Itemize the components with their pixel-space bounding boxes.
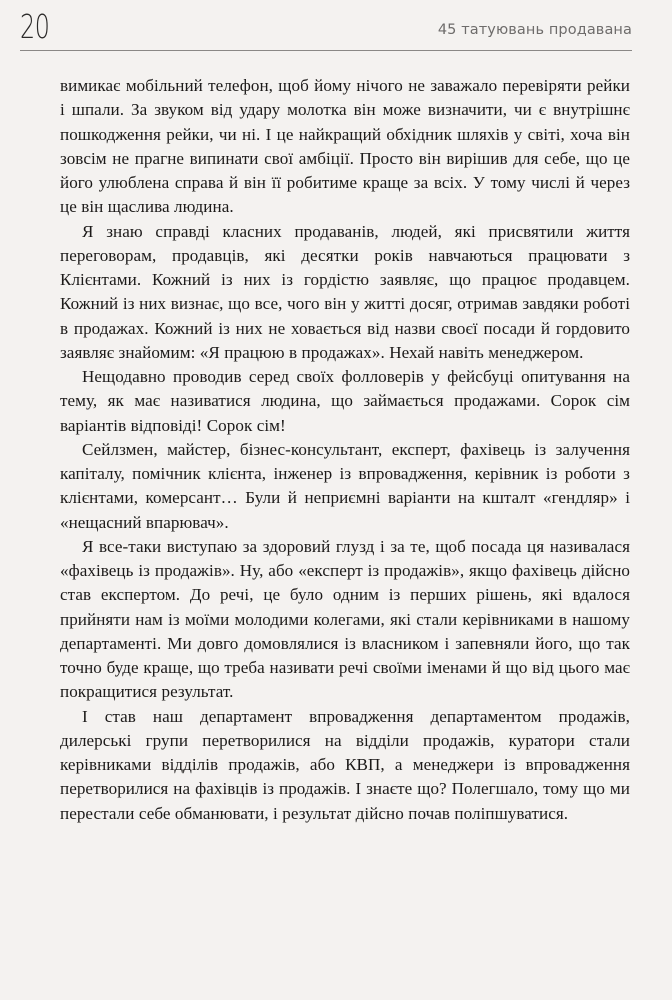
header-divider [20, 50, 632, 51]
page-header [0, 0, 672, 52]
body-paragraph: Я все-таки виступаю за здоровий глузд і за те, щоб посада ця називалася «фахівець із продажів». Ну, або «експерт із продажів», якщо фахівець дійсно став експертом. До речі, це було одним із перших рішень, які вдалося прийняти нам із моїми молодими колегами, які стали керівниками в нашому департаменті. Ми довго домовлялися із власником і запевняли його, що так точно буде краще, що треба називати речі своїми іменами й що від цього має покращитися результат. [60, 536, 630, 702]
body-paragraph: Сейлзмен, майстер, бізнес-консультант, експерт, фахівець із залучення капіталу, помічник клієнта, інженер із впровадження, керівник із роботи з клієнтами, комерсант… Були й неприємні варіанти на кшталт «гендляр» і «нещасний впарювач». [60, 439, 630, 532]
body-paragraph: Нещодавно проводив серед своїх фолловерів у фейсбуці опитування на тему, як має називатися людина, що займається продажами. Сорок сім варіантів відповіді! Сорок сім! [60, 367, 630, 435]
body-paragraph: вимикає мобільний телефон, щоб йому нічого не заважало перевіряти рейки і шпали. За звуком від удару молотка він може визначити, чи є внутрішнє пошкодження рейки, чи ні. І це найкращий обхідник шляхів у світі, хоча він зовсім не прагне випинати свої амбіції. Просто він вирішив для себе, що це його улюблена справа й він її робитиме краще за всіх. У тому числі й через це він щаслива людина. [60, 76, 630, 217]
body-paragraph: І став наш департамент впровадження департаментом продажів, дилерські групи перетворилися на відділи продажів, куратори стали керівниками відділів продажів, або КВП, а менеджери із впровадження перетворилися на фахівців із продажів. І знаєте що? Полегшало, тому що ми перестали себе обманювати, і результат дійсно почав поліпшуватися. [60, 706, 630, 823]
running-title: 45 татуювань продавана [437, 22, 632, 38]
page-number: 20 [20, 7, 50, 46]
body-paragraph: Я знаю справді класних продаванів, людей, які присвятили життя переговорам, продавців, які десятки років навчаються працювати з Клієнтами. Кожний із них із гордістю заявляє, що працює продавцем. Кожний із них визнає, що все, чого він у житті досяг, отримав завдяки роботі в продажах. Кожний із них не ховається від назви своєї посади й гордовито заявляє знайомим: «Я працюю в продажах». Нехай навіть менеджером. [60, 221, 630, 362]
body-text-block [60, 74, 630, 826]
